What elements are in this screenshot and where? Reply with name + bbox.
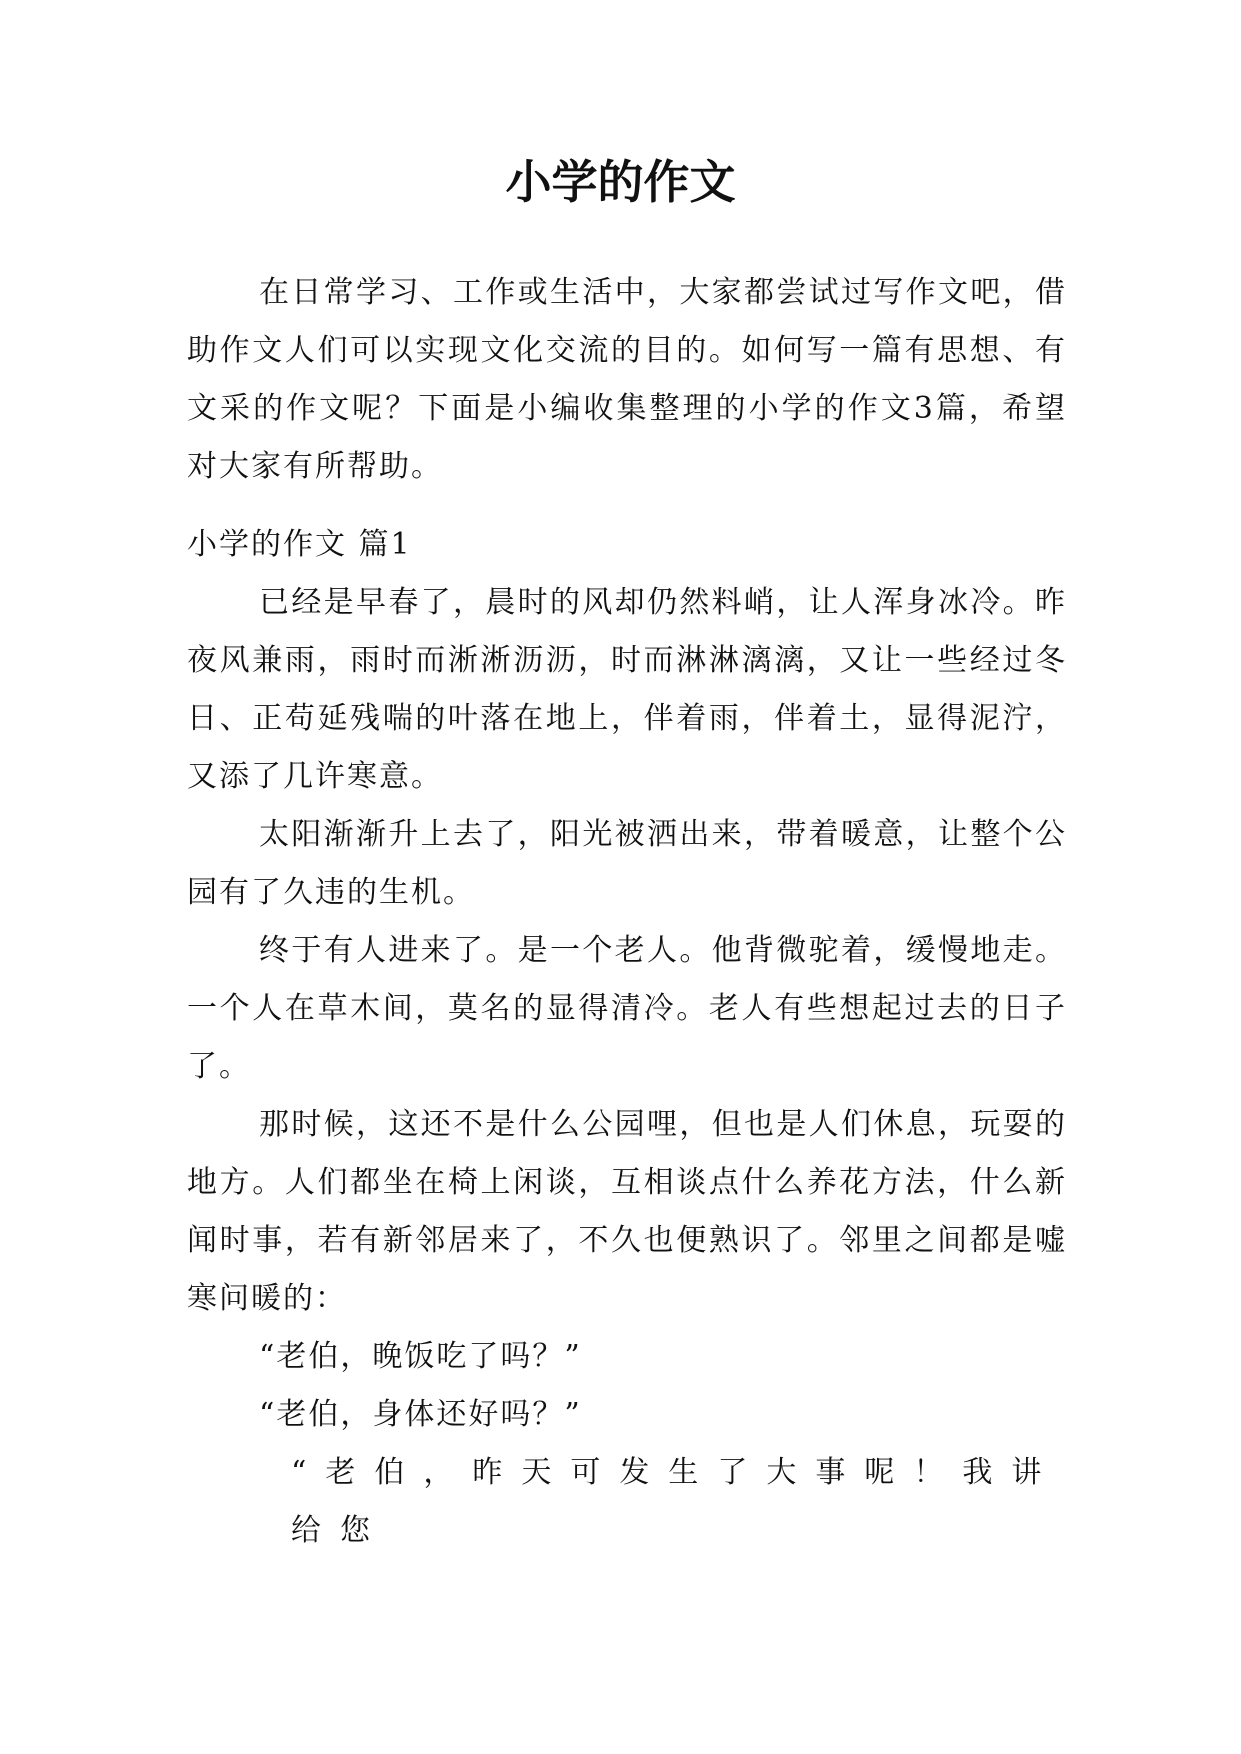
essay-paragraph: 终于有人进来了。是一个老人。他背微驼着，缓慢地走。一个人在草木间，莫名的显得清冷。老人有些想起过去的日子了。 bbox=[187, 933, 1067, 1084]
essay-block bbox=[187, 516, 1067, 1560]
intro-block bbox=[187, 264, 1067, 496]
dialogue-line: “老伯，昨天可发生了大事呢！我讲给您 bbox=[291, 1455, 1061, 1548]
intro-paragraph: 在日常学习、工作或生活中，大家都尝试过写作文吧，借助作文人们可以实现文化交流的目的。如何写一篇有思想、有文采的作文呢？下面是小编收集整理的小学的作文3篇，希望对大家有所帮助。 bbox=[187, 275, 1067, 484]
essay-paragraph: 已经是早春了，晨时的风却仍然料峭，让人浑身冰冷。昨夜风兼雨，雨时而淅淅沥沥，时而淋淋漓漓，又让一些经过冬日、正苟延残喘的叶落在地上，伴着雨，伴着土，显得泥泞，又添了几许寒意。 bbox=[187, 585, 1067, 794]
dialogue-line: “老伯，身体还好吗？” bbox=[259, 1397, 582, 1432]
essay-paragraph: 那时候，这还不是什么公园哩，但也是人们休息，玩耍的地方。人们都坐在椅上闲谈，互相谈点什么养花方法，什么新闻时事，若有新邻居来了，不久也便熟识了。邻里之间都是嘘寒问暖的： bbox=[187, 1107, 1067, 1316]
document-title: 小学的作文 bbox=[505, 155, 736, 209]
dialogue-line: “老伯，晚饭吃了吗？” bbox=[259, 1339, 582, 1374]
section-heading: 小学的作文 篇1 bbox=[187, 527, 412, 562]
essay-paragraph: 太阳渐渐升上去了，阳光被洒出来，带着暖意，让整个公园有了久违的生机。 bbox=[187, 817, 1067, 910]
